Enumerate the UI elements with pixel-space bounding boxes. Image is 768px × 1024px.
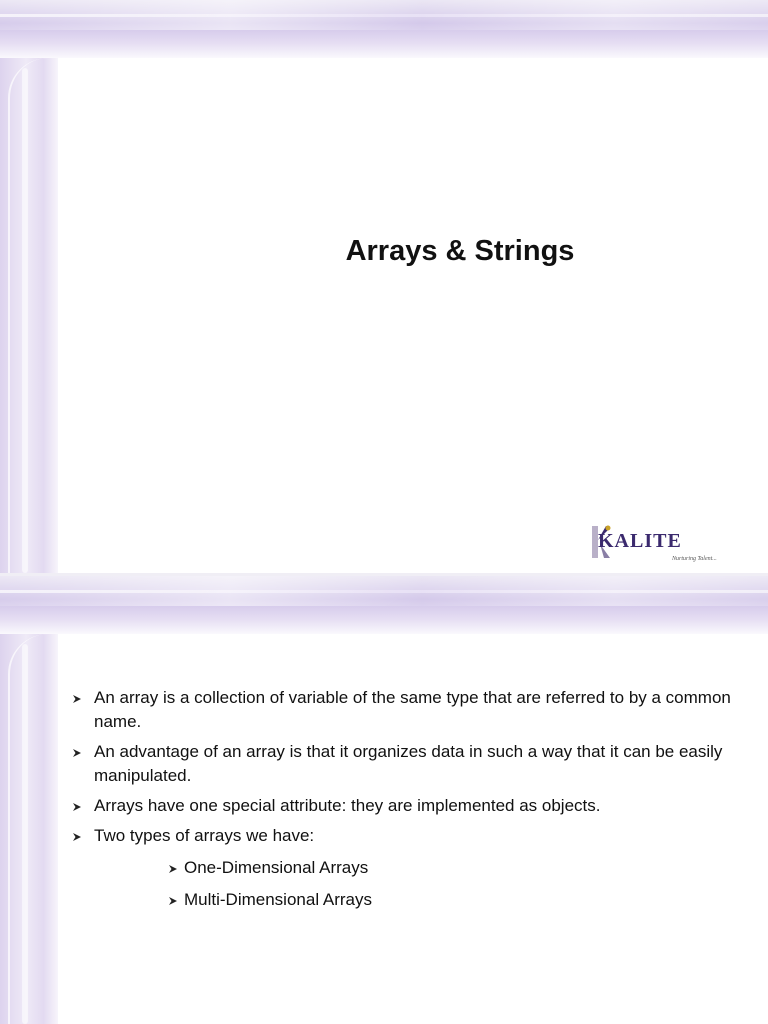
sub-bullet-list	[94, 856, 752, 912]
kalite-logo	[588, 518, 738, 568]
logo-text: KALITE	[598, 530, 682, 552]
list-item: An advantage of an array is that it organizes data in such a way that it can be easily manipulated.	[72, 740, 752, 788]
left-decorative-strip	[0, 634, 58, 1024]
content-slide	[0, 576, 768, 1024]
left-decorative-strip	[0, 58, 58, 573]
slide-title: Arrays & Strings	[345, 235, 575, 267]
arrow-bullet-icon	[72, 802, 82, 812]
arrow-bullet-icon	[72, 694, 82, 704]
sub-list-item: One-Dimensional Arrays	[168, 856, 752, 880]
arrow-bullet-icon	[168, 896, 178, 906]
arrow-bullet-icon	[168, 864, 178, 874]
arrow-bullet-icon	[72, 748, 82, 758]
sub-list-item: Multi-Dimensional Arrays	[168, 888, 752, 912]
bullet-list	[72, 686, 752, 920]
arrow-bullet-icon	[72, 832, 82, 842]
list-item: Two types of arrays we have: One-Dimensional Arrays Multi-Dimensional Arrays	[72, 824, 752, 912]
list-item: An array is a collection of variable of the same type that are referred to by a common name.	[72, 686, 752, 734]
header-band	[0, 0, 768, 58]
header-band	[0, 576, 768, 634]
list-item: Arrays have one special attribute: they are implemented as objects.	[72, 794, 752, 818]
logo-tagline: Nurturing Talent...	[672, 556, 717, 562]
